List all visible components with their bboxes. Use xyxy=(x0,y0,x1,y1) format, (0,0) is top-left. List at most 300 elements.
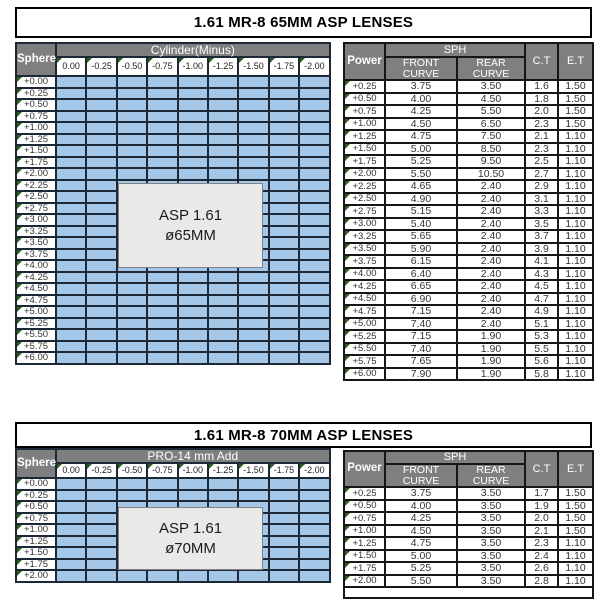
power-cell: +2.25 xyxy=(344,180,385,193)
grid-cell xyxy=(147,122,177,134)
add-col-header: -0.75 xyxy=(147,463,177,478)
grid-cell xyxy=(299,237,330,249)
power-cell: +3.00 xyxy=(344,218,385,231)
grid-cell xyxy=(178,478,208,490)
sphere-cell: +1.25 xyxy=(16,134,56,146)
power-cell: +6.00 xyxy=(344,368,385,381)
grid-cell xyxy=(269,260,299,272)
et-cell: 1.50 xyxy=(558,118,593,131)
grid-cell xyxy=(86,88,116,100)
grid-cell xyxy=(147,352,177,364)
et-cell: 1.10 xyxy=(558,305,593,318)
table-row xyxy=(344,80,593,93)
table-row xyxy=(344,487,593,500)
ct-cell: 1.7 xyxy=(525,487,558,500)
ct-cell: 3.9 xyxy=(525,243,558,256)
ct-cell: 3.1 xyxy=(525,193,558,206)
ct-cell: 2.7 xyxy=(525,168,558,181)
grid-cell xyxy=(147,295,177,307)
front-curve-cell: 4.75 xyxy=(385,130,457,143)
power-cell: +0.50 xyxy=(344,500,385,513)
grid-cell xyxy=(299,536,329,548)
rear-curve-cell: 2.40 xyxy=(457,280,525,293)
grid-cell xyxy=(269,76,299,88)
grid-cell xyxy=(269,168,299,180)
rear-curve-cell: 5.50 xyxy=(457,105,525,118)
ct-cell: 1.8 xyxy=(525,93,558,106)
rear-curve-header: REAR CURVE xyxy=(457,57,525,80)
grid-cell xyxy=(269,99,299,111)
et-cell: 1.10 xyxy=(558,368,593,381)
grid-cell xyxy=(56,341,86,353)
grid-cell xyxy=(117,490,147,502)
sphere-cell: +5.25 xyxy=(16,318,56,330)
ct-cell: 2.3 xyxy=(525,537,558,550)
ct-cell: 5.8 xyxy=(525,368,558,381)
grid-cell xyxy=(208,168,238,180)
rear-curve-cell: 3.50 xyxy=(457,575,525,588)
grid-cell xyxy=(269,570,299,582)
grid-cell xyxy=(299,513,329,525)
table-row xyxy=(16,329,330,341)
ct-cell: 2.0 xyxy=(525,105,558,118)
grid-cell xyxy=(147,88,177,100)
lens-badge-70mm xyxy=(118,507,263,570)
grid-cell xyxy=(208,478,238,490)
power-cell: +1.75 xyxy=(344,562,385,575)
grid-cell xyxy=(147,490,177,502)
table-row xyxy=(344,343,593,356)
grid-cell xyxy=(208,283,238,295)
grid-cell xyxy=(299,490,329,502)
grid-cell xyxy=(56,260,86,272)
front-curve-cell: 7.40 xyxy=(385,343,457,356)
table-row xyxy=(344,180,593,193)
front-curve-cell: 7.15 xyxy=(385,330,457,343)
et-cell: 1.50 xyxy=(558,487,593,500)
ct-cell: 2.5 xyxy=(525,155,558,168)
table-row xyxy=(16,111,330,123)
grid-cell xyxy=(147,478,177,490)
table-row xyxy=(344,143,593,156)
front-curve-cell: 5.25 xyxy=(385,155,457,168)
grid-cell xyxy=(269,490,299,502)
rear-curve-cell: 3.50 xyxy=(457,512,525,525)
et-cell: 1.10 xyxy=(558,355,593,368)
grid-cell xyxy=(86,214,116,226)
grid-cell xyxy=(147,99,177,111)
cylinder-columns-row xyxy=(16,57,330,76)
grid-cell xyxy=(56,547,86,559)
grid-cell xyxy=(299,341,330,353)
ct-cell: 2.1 xyxy=(525,525,558,538)
table-row xyxy=(344,500,593,513)
grid-cell xyxy=(117,111,147,123)
grid-cell xyxy=(56,145,86,157)
grid-cell xyxy=(178,134,208,146)
grid-cell xyxy=(178,570,208,582)
rear-curve-cell: 2.40 xyxy=(457,230,525,243)
grid-cell xyxy=(269,249,299,261)
grid-cell xyxy=(86,547,116,559)
table-row xyxy=(344,537,593,550)
rear-curve-cell: 3.50 xyxy=(457,525,525,538)
grid-cell xyxy=(238,157,268,169)
et-cell: 1.10 xyxy=(558,230,593,243)
grid-cell xyxy=(299,318,330,330)
grid-cell xyxy=(86,122,116,134)
sphere-cell: +4.50 xyxy=(16,283,56,295)
grid-cell xyxy=(299,76,330,88)
ct-cell: 2.6 xyxy=(525,562,558,575)
power-cell: +1.00 xyxy=(344,525,385,538)
sph-header: SPH xyxy=(385,451,525,464)
sphere-cell: +4.75 xyxy=(16,295,56,307)
rear-curve-cell: 2.40 xyxy=(457,180,525,193)
front-curve-cell: 5.50 xyxy=(385,575,457,588)
grid-cell xyxy=(86,203,116,215)
et-cell: 1.50 xyxy=(558,80,593,93)
table-row xyxy=(344,280,593,293)
power-cell: +1.25 xyxy=(344,537,385,550)
grid-cell xyxy=(299,88,330,100)
grid-cell xyxy=(299,203,330,215)
badge-diameter-line: ø70MM xyxy=(165,540,216,557)
grid-cell xyxy=(117,318,147,330)
table-row xyxy=(16,570,330,582)
table-row xyxy=(16,295,330,307)
grid-cell xyxy=(299,249,330,261)
front-curve-cell: 6.65 xyxy=(385,280,457,293)
add-col-header: -1.00 xyxy=(178,463,208,478)
sphere-cell: +2.75 xyxy=(16,203,56,215)
grid-cell xyxy=(269,226,299,238)
rear-curve-cell: 10.50 xyxy=(457,168,525,181)
grid-cell xyxy=(56,536,86,548)
front-curve-cell: 3.75 xyxy=(385,80,457,93)
ct-cell: 2.3 xyxy=(525,143,558,156)
grid-cell xyxy=(269,237,299,249)
table-row xyxy=(344,330,593,343)
table-row xyxy=(344,293,593,306)
power-cell: +4.00 xyxy=(344,268,385,281)
grid-cell xyxy=(86,99,116,111)
grid-cell xyxy=(178,76,208,88)
table-row xyxy=(16,99,330,111)
et-cell: 1.10 xyxy=(558,155,593,168)
grid-cell xyxy=(269,203,299,215)
table-row xyxy=(16,88,330,100)
grid-cell xyxy=(299,570,329,582)
grid-cell xyxy=(147,341,177,353)
grid-cell xyxy=(269,111,299,123)
grid-cell xyxy=(56,226,86,238)
ct-cell: 2.3 xyxy=(525,118,558,131)
power-cell: +2.50 xyxy=(344,193,385,206)
sphere-cell: +4.00 xyxy=(16,260,56,272)
grid-cell xyxy=(269,318,299,330)
grid-cell xyxy=(269,191,299,203)
grid-cell xyxy=(147,134,177,146)
table-row xyxy=(344,562,593,575)
grid-cell xyxy=(208,111,238,123)
grid-cell xyxy=(208,490,238,502)
grid-cell xyxy=(56,157,86,169)
grid-cell xyxy=(86,111,116,123)
rear-curve-cell: 3.50 xyxy=(457,537,525,550)
front-curve-cell: 4.65 xyxy=(385,180,457,193)
table-row xyxy=(16,490,330,502)
rear-curve-cell: 3.50 xyxy=(457,80,525,93)
grid-cell xyxy=(86,341,116,353)
et-cell: 1.10 xyxy=(558,168,593,181)
table-row xyxy=(344,305,593,318)
grid-cell xyxy=(86,524,116,536)
table-row xyxy=(344,130,593,143)
grid-cell xyxy=(147,157,177,169)
sphere-cell: +2.00 xyxy=(16,570,56,582)
rear-curve-cell: 6.50 xyxy=(457,118,525,131)
et-cell: 1.10 xyxy=(558,575,593,588)
power-cell: +3.75 xyxy=(344,255,385,268)
grid-cell xyxy=(86,329,116,341)
grid-cell xyxy=(299,547,329,559)
grid-cell xyxy=(117,570,147,582)
grid-cell xyxy=(56,295,86,307)
front-curve-cell: 5.00 xyxy=(385,143,457,156)
grid-cell xyxy=(56,168,86,180)
et-cell: 1.10 xyxy=(558,243,593,256)
grid-cell xyxy=(269,547,299,559)
et-cell: 1.10 xyxy=(558,205,593,218)
table-row xyxy=(344,168,593,181)
grid-cell xyxy=(117,88,147,100)
front-curve-cell: 5.40 xyxy=(385,218,457,231)
grid-cell xyxy=(269,145,299,157)
grid-cell xyxy=(208,134,238,146)
ct-cell: 1.9 xyxy=(525,500,558,513)
add-col-header: -1.25 xyxy=(208,463,238,478)
grid-cell xyxy=(208,295,238,307)
grid-cell xyxy=(238,490,268,502)
grid-cell xyxy=(208,76,238,88)
grid-cell xyxy=(147,306,177,318)
grid-cell xyxy=(299,501,329,513)
power-cell: +1.00 xyxy=(344,118,385,131)
power-cell: +5.25 xyxy=(344,330,385,343)
power-cell: +4.50 xyxy=(344,293,385,306)
grid-cell xyxy=(269,559,299,571)
cylinder-col-header: -1.75 xyxy=(269,57,299,76)
grid-cell xyxy=(208,272,238,284)
grid-cell xyxy=(86,237,116,249)
et-cell: 1.10 xyxy=(558,180,593,193)
power-cell: +3.50 xyxy=(344,243,385,256)
et-cell: 1.10 xyxy=(558,130,593,143)
grid-cell xyxy=(208,570,238,582)
grid-cell xyxy=(269,513,299,525)
grid-cell xyxy=(269,122,299,134)
empty-footer-row xyxy=(344,587,593,598)
grid-cell xyxy=(208,99,238,111)
rear-curve-cell: 2.40 xyxy=(457,268,525,281)
table-row xyxy=(16,134,330,146)
front-curve-cell: 7.15 xyxy=(385,305,457,318)
grid-cell xyxy=(86,157,116,169)
rear-curve-cell: 3.50 xyxy=(457,550,525,563)
table-row xyxy=(344,205,593,218)
ct-cell: 5.3 xyxy=(525,330,558,343)
table-row xyxy=(16,318,330,330)
sphere-cell: +5.00 xyxy=(16,306,56,318)
grid-cell xyxy=(238,306,268,318)
grid-cell xyxy=(238,341,268,353)
grid-cell xyxy=(86,168,116,180)
grid-cell xyxy=(86,352,116,364)
power-header: Power xyxy=(344,451,385,487)
grid-cell xyxy=(208,145,238,157)
sphere-cell: +2.25 xyxy=(16,180,56,192)
et-cell: 1.10 xyxy=(558,293,593,306)
grid-cell xyxy=(86,283,116,295)
power-cell: +4.75 xyxy=(344,305,385,318)
grid-cell xyxy=(238,295,268,307)
table-row xyxy=(344,193,593,206)
table-row xyxy=(16,145,330,157)
grid-cell xyxy=(86,490,116,502)
grid-cell xyxy=(117,168,147,180)
grid-cell xyxy=(208,318,238,330)
grid-cell xyxy=(238,352,268,364)
grid-cell xyxy=(269,134,299,146)
front-curve-cell: 6.40 xyxy=(385,268,457,281)
sphere-cell: +1.50 xyxy=(16,145,56,157)
rear-curve-cell: 3.50 xyxy=(457,487,525,500)
grid-cell xyxy=(147,168,177,180)
grid-cell xyxy=(86,570,116,582)
front-curve-cell: 4.90 xyxy=(385,193,457,206)
sphere-cell: +3.25 xyxy=(16,226,56,238)
sphere-cell: +5.75 xyxy=(16,341,56,353)
grid-cell xyxy=(269,501,299,513)
front-curve-cell: 4.25 xyxy=(385,512,457,525)
grid-cell xyxy=(178,157,208,169)
grid-cell xyxy=(269,306,299,318)
grid-cell xyxy=(299,478,329,490)
rear-curve-header: REAR CURVE xyxy=(457,464,525,487)
add-col-header: -0.50 xyxy=(117,463,147,478)
grid-cell xyxy=(299,99,330,111)
table-row xyxy=(16,168,330,180)
grid-cell xyxy=(178,318,208,330)
grid-cell xyxy=(117,341,147,353)
ct-header: C.T xyxy=(525,451,558,487)
rear-curve-cell: 2.40 xyxy=(457,218,525,231)
sphere-cell: +5.50 xyxy=(16,329,56,341)
power-cell: +0.25 xyxy=(344,80,385,93)
add-col-header: 0.00 xyxy=(56,463,86,478)
table-row xyxy=(16,157,330,169)
grid-cell xyxy=(178,329,208,341)
grid-cell xyxy=(147,318,177,330)
table-row xyxy=(344,255,593,268)
sphere-cell: +0.50 xyxy=(16,99,56,111)
grid-cell xyxy=(86,191,116,203)
sphere-cell: +4.25 xyxy=(16,272,56,284)
grid-cell xyxy=(56,272,86,284)
et-cell: 1.10 xyxy=(558,330,593,343)
grid-cell xyxy=(299,226,330,238)
grid-cell xyxy=(86,134,116,146)
sph-header: SPH xyxy=(385,43,525,57)
add-col-header: -0.25 xyxy=(86,463,116,478)
sphere-cell: +1.75 xyxy=(16,559,56,571)
et-header: E.T xyxy=(558,43,593,80)
section-title-70mm: 1.61 MR-8 70MM ASP LENSES xyxy=(15,422,592,448)
ct-cell: 4.1 xyxy=(525,255,558,268)
front-curve-header: FRONT CURVE xyxy=(385,464,457,487)
front-curve-cell: 5.15 xyxy=(385,205,457,218)
grid-cell xyxy=(56,570,86,582)
cylinder-col-header: -1.25 xyxy=(208,57,238,76)
grid-cell xyxy=(147,76,177,88)
ct-cell: 3.5 xyxy=(525,218,558,231)
grid-cell xyxy=(86,501,116,513)
grid-cell xyxy=(238,88,268,100)
grid-cell xyxy=(86,272,116,284)
et-cell: 1.10 xyxy=(558,218,593,231)
grid-cell xyxy=(117,283,147,295)
grid-cell xyxy=(238,76,268,88)
grid-cell xyxy=(178,145,208,157)
rear-curve-cell: 1.90 xyxy=(457,330,525,343)
front-curve-cell: 5.50 xyxy=(385,168,457,181)
grid-cell xyxy=(117,272,147,284)
grid-cell xyxy=(117,76,147,88)
power-cell: +5.00 xyxy=(344,318,385,331)
rear-curve-cell: 1.90 xyxy=(457,343,525,356)
ct-cell: 4.7 xyxy=(525,293,558,306)
et-cell: 1.10 xyxy=(558,280,593,293)
grid-cell xyxy=(238,99,268,111)
sphere-cell: +0.00 xyxy=(16,478,56,490)
grid-cell xyxy=(147,329,177,341)
power-cell: +2.00 xyxy=(344,575,385,588)
grid-cell xyxy=(299,157,330,169)
grid-cell xyxy=(56,318,86,330)
table-row xyxy=(344,268,593,281)
rear-curve-cell: 3.50 xyxy=(457,562,525,575)
sphere-header: Sphere xyxy=(16,449,56,478)
et-cell: 1.10 xyxy=(558,343,593,356)
badge-product-line: ASP 1.61 xyxy=(158,207,223,224)
power-cell: +1.25 xyxy=(344,130,385,143)
table-row xyxy=(344,355,593,368)
grid-cell xyxy=(238,111,268,123)
et-cell: 1.10 xyxy=(558,537,593,550)
rear-curve-cell: 2.40 xyxy=(457,318,525,331)
grid-cell xyxy=(56,501,86,513)
power-cell: +0.50 xyxy=(344,93,385,106)
table-row xyxy=(344,218,593,231)
grid-cell xyxy=(56,490,86,502)
grid-cell xyxy=(117,306,147,318)
grid-cell xyxy=(56,122,86,134)
rear-curve-cell: 2.40 xyxy=(457,293,525,306)
grid-cell xyxy=(178,111,208,123)
add-group-header: PRO-14 mm Add xyxy=(56,449,330,463)
ct-cell: 5.6 xyxy=(525,355,558,368)
